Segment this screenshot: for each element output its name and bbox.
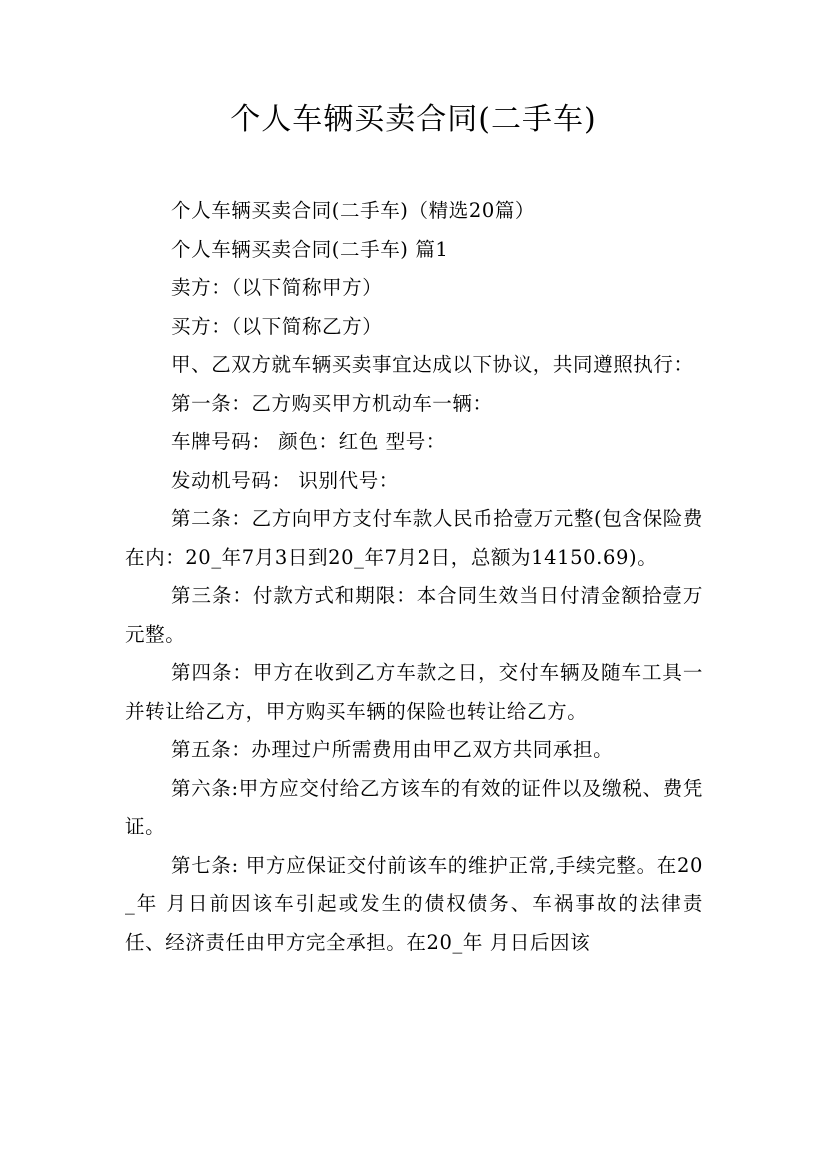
paragraph-subtitle: 个人车辆买卖合同(二手车)（精选20篇）	[171, 199, 536, 222]
paragraph-article-2: 第二条：乙方向甲方支付车款人民币拾壹万元整(包含保险费在内：20_年7月3日到20_年7月2日，总额为14150.69)。	[125, 507, 703, 569]
paragraph-article-3: 第三条：付款方式和期限：本合同生效当日付清金额拾壹万元整。	[125, 584, 703, 646]
paragraph-article-6: 第六条:甲方应交付给乙方该车的有效的证件以及缴税、费凭证。	[125, 776, 703, 838]
paragraph-engine-vin: 发动机号码： 识别代号：	[171, 468, 399, 492]
paragraph-article-4: 第四条：甲方在收到乙方车款之日，交付车辆及随车工具一并转让给乙方，甲方购买车辆的保险也转让给乙方。	[125, 661, 703, 723]
document-body	[125, 192, 703, 962]
paragraph-article-7: 第七条: 甲方应保证交付前该车的维护正常,手续完整。在20_年 月日前因该车引起或发生的债权债务、车祸事故的法律责任、经济责任由甲方完全承担。在20_年 月日后因该	[125, 853, 703, 954]
paragraph-seller: 卖方：（以下简称甲方）	[171, 276, 383, 299]
paragraph-article-1: 第一条：乙方购买甲方机动车一辆：	[171, 391, 493, 415]
paragraph-section-heading: 个人车辆买卖合同(二手车) 篇1	[171, 237, 449, 261]
paragraph-agreement-intro: 甲、乙双方就车辆买卖事宜达成以下协议，共同遵照执行：	[171, 353, 694, 376]
paragraph-plate-color-model: 车牌号码： 颜色：红色 型号：	[171, 430, 446, 453]
document-title: 个人车辆买卖合同(二手车)	[230, 102, 597, 137]
paragraph-buyer: 买方：（以下简称乙方）	[171, 314, 383, 338]
paragraph-article-5: 第五条：办理过户所需费用由甲乙双方共同承担。	[171, 738, 614, 761]
